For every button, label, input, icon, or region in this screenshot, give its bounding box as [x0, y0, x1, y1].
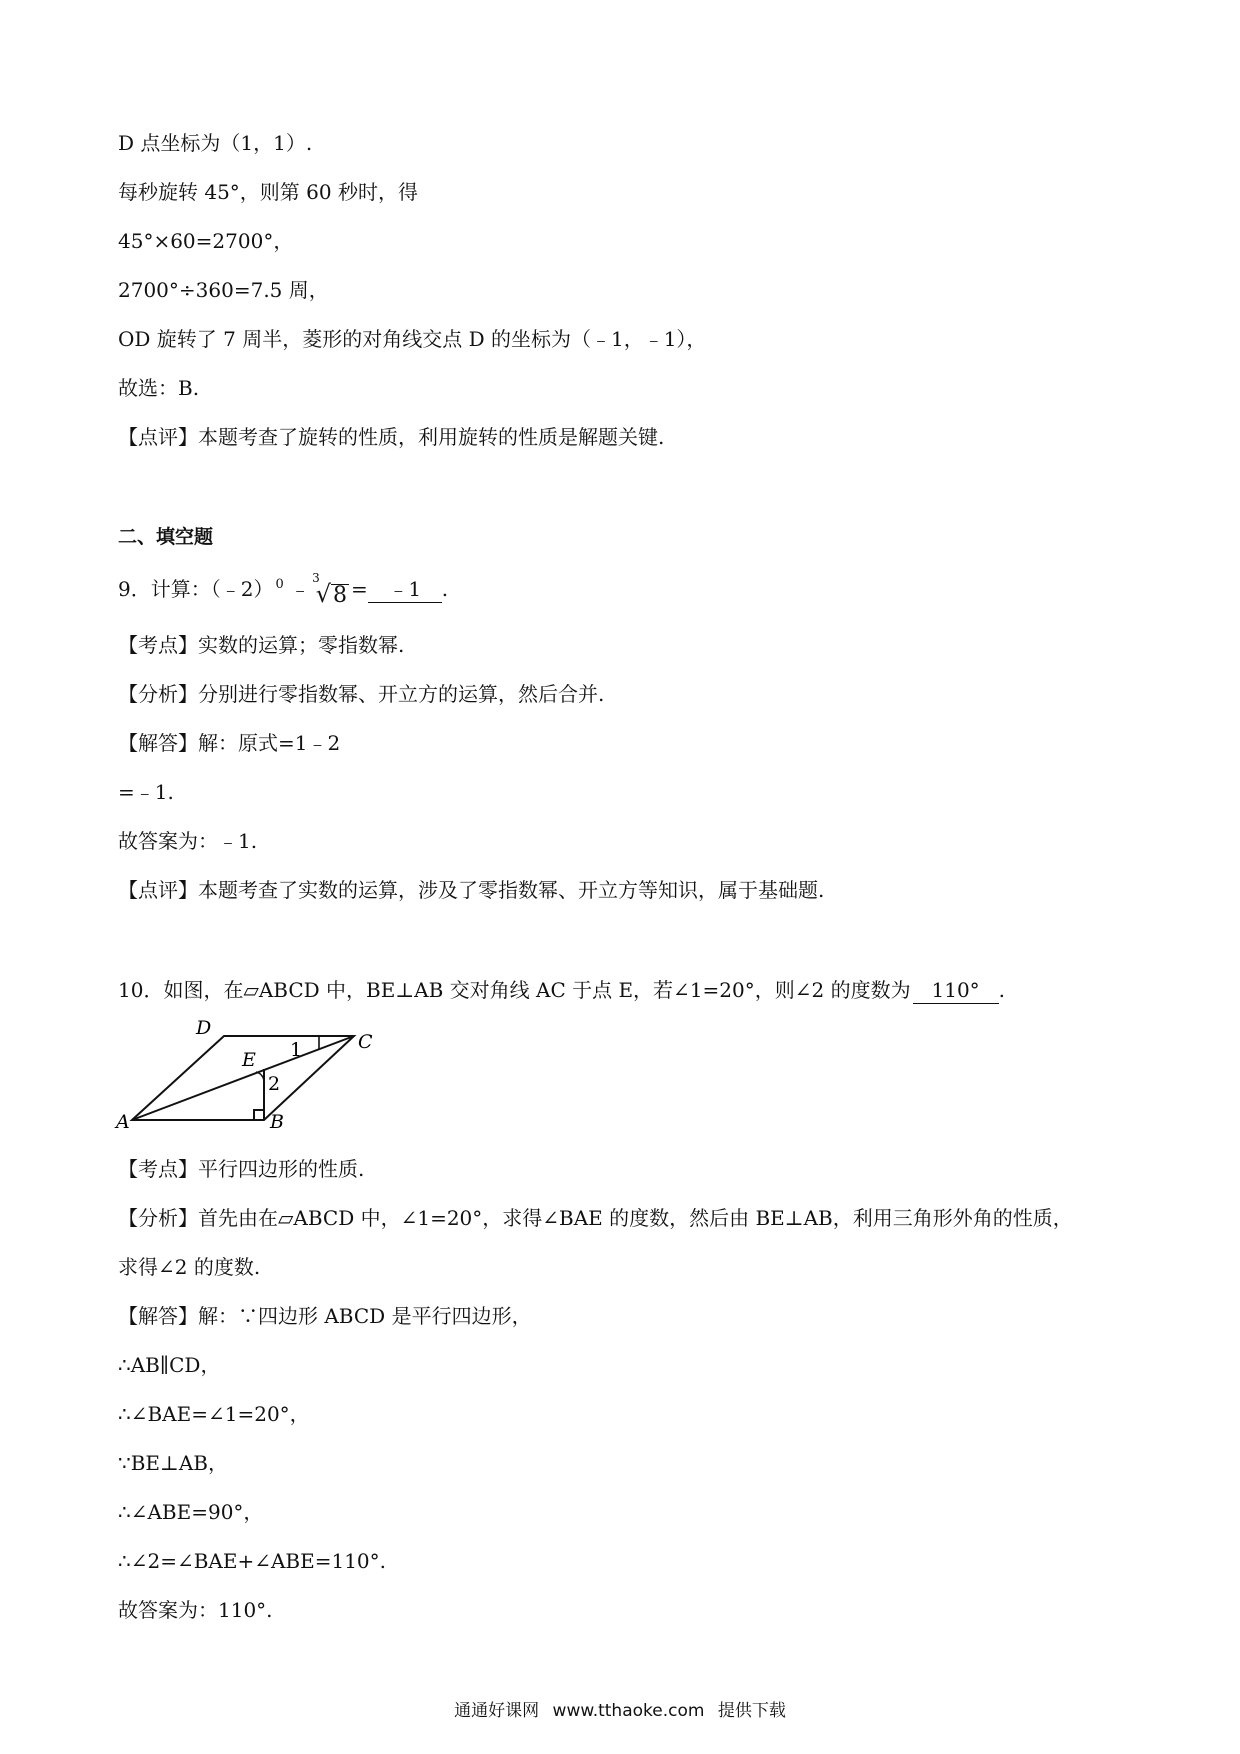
solution-line: 故选：B.	[118, 376, 200, 400]
angle-label-2: 2	[268, 1073, 281, 1095]
radical-icon: √	[315, 580, 332, 608]
solution-line: ∵BE⊥AB，	[118, 1451, 228, 1475]
page-footer	[0, 1696, 1240, 1721]
solution-line: OD 旋转了 7 周半，菱形的对角线交点 D 的坐标为（﹣1，﹣1），	[118, 327, 707, 351]
label-d: D	[196, 1020, 212, 1039]
fenxi-line: 【分析】首先由在▱ABCD 中，∠1=20°，求得∠BAE 的度数，然后由 BE⊥AB，利用三角形外角的性质，	[118, 1206, 1073, 1230]
fenxi-line-cont: 求得∠2 的度数.	[118, 1255, 261, 1279]
q9-equals: =	[351, 577, 368, 601]
label-c: C	[358, 1031, 373, 1053]
q9-minus: ﹣	[290, 577, 311, 601]
solution-line: ∴∠BAE=∠1=20°，	[118, 1402, 310, 1426]
footer-site-name: 通通好课网	[454, 1701, 540, 1721]
label-b: B	[270, 1111, 284, 1130]
answer-blank: ﹣1	[368, 576, 442, 603]
solution-line: D 点坐标为（1，1）.	[118, 131, 313, 155]
kaodian-line: 【考点】实数的运算；零指数幂.	[118, 633, 405, 657]
solution-line: 每秒旋转 45°，则第 60 秒时，得	[118, 180, 418, 204]
solution-line: ∴∠2=∠BAE+∠ABE=110°.	[118, 1549, 387, 1573]
answer-blank: 110°	[913, 977, 999, 1004]
section-heading: 二、填空题	[118, 526, 214, 548]
question-10-stem	[118, 975, 1005, 1005]
q9-exponent: 0	[275, 577, 284, 592]
kaodian-line: 【考点】平行四边形的性质.	[118, 1157, 365, 1181]
radicand: 8	[333, 583, 348, 608]
solution-line: 45°×60=2700°，	[118, 229, 294, 253]
fenxi-line: 【分析】分别进行零指数幂、开立方的运算，然后合并.	[118, 682, 605, 706]
q10-stem-text: 10．如图，在▱ABCD 中，BE⊥AB 交对角线 AC 于点 E，若∠1=20°，则∠2 的度数为	[118, 978, 911, 1002]
comment-line: 【点评】本题考查了实数的运算，涉及了零指数幂、开立方等知识，属于基础题.	[118, 878, 825, 902]
solution-line: ∴∠ABE=90°，	[118, 1500, 264, 1524]
solution-line: ∴AB∥CD，	[118, 1353, 221, 1377]
cube-root	[312, 571, 349, 608]
solution-line: =﹣1.	[118, 780, 174, 804]
root-index: 3	[312, 571, 320, 585]
footer-url[interactable]: www.tthaoke.com	[552, 1701, 705, 1721]
label-a: A	[116, 1111, 130, 1130]
q9-prefix: 9．计算：（﹣2）	[118, 577, 274, 601]
parallelogram-figure	[112, 1020, 392, 1130]
right-angle-mark	[254, 1110, 264, 1120]
q10-end: .	[998, 978, 1005, 1002]
q9-end: .	[441, 577, 449, 601]
answer-line: 故答案为：110°.	[118, 1598, 273, 1622]
question-9-stem	[118, 571, 449, 608]
answer-line: 故答案为：﹣1.	[118, 829, 258, 853]
jieda-line: 【解答】解：∵四边形 ABCD 是平行四边形，	[118, 1304, 532, 1328]
label-e: E	[242, 1049, 256, 1071]
footer-action: 提供下载	[717, 1701, 786, 1721]
solution-line: 2700°÷360=7.5 周，	[118, 278, 329, 302]
jieda-line: 【解答】解：原式=1﹣2	[118, 731, 341, 755]
angle-2-arc	[256, 1072, 264, 1080]
angle-label-1: 1	[290, 1039, 303, 1061]
comment-line: 【点评】本题考查了旋转的性质，利用旋转的性质是解题关键.	[118, 425, 665, 449]
